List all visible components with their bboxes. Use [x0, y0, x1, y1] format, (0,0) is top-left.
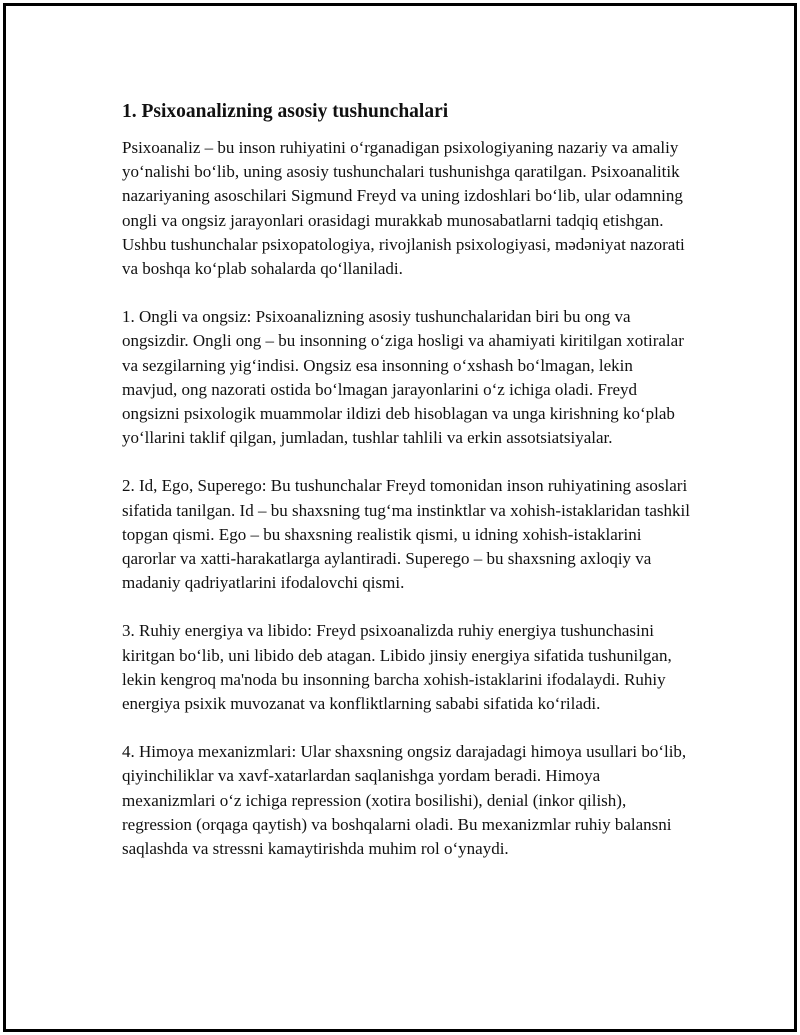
page-frame [3, 3, 797, 1032]
document-body [122, 98, 692, 885]
paragraph-conscious-unconscious: 1. Ongli va ongsiz: Psixoanalizning asosiy tushunchalaridan biri bu ong va ongsizdir. Ongli ong – bu insonning oʻziga hosligi va ahamiyati kiritilgan xotiralar va sezgilarning yigʻindisi. Ongsiz esa insonning oʻxshash boʻlmagan, lekin mavjud, ong nazorati ostida boʻlmagan jarayonlarini oʻz ichiga oladi. Freyd ongsizni psixologik muammolar ildizi deb hisoblagan va unga kirishning koʻplab yoʻllarini taklif qilgan, jumladan, tushlar tahlili va erkin assotsiatsiyalar. [122, 307, 684, 448]
paragraph-defense-mechanisms: 4. Himoya mexanizmlari: Ular shaxsning ongsiz darajadagi himoya usullari boʻlib, qiyinchiliklar va xavf-xatarlardan saqlanishga yordam beradi. Himoya mexanizmlari oʻz ichiga repression (xotira bosilishi), denial (inkor qilish), regression (orqaga qaytish) va boshqalarni oladi. Bu mexanizmlar ruhiy balansni saqlashda va stressni kamaytirishda muhim rol oʻynaydi. [122, 742, 687, 859]
document-title: 1. Psixoanalizning asosiy tushunchalari [122, 101, 449, 122]
intro-paragraph: Psixoanaliz – bu inson ruhiyatini oʻrganadigan psixologiyaning nazariy va amaliy yoʻnalishi boʻlib, uning asosiy tushunchalari tushunishga qaratilgan. Psixoanalitik nazariyaning asoschilari Sigmund Freyd va uning izdoshlari boʻlib, ular odamning ongli va ongsiz jarayonlari orasidagi murakkab munosabatlarni tadqiq etishgan. Ushbu tushunchalar psixopatologiya, rivojlanish psixologiyasi, mədəniyat nazorati va boshqa koʻplab sohalarda qoʻllaniladi. [122, 138, 685, 279]
paragraph-psychic-energy-libido: 3. Ruhiy energiya va libido: Freyd psixoanalizda ruhiy energiya tushunchasini kiritgan boʻlib, uni libido deb atagan. Libido jinsiy energiya sifatida tushunilgan, lekin kengroq ma'noda bu insonning barcha xohish-istaklarini ifodalaydi. Ruhiy energiya psixik muvozanat va konfliktlarning sababi sifatida koʻriladi. [122, 621, 672, 714]
paragraph-id-ego-superego: 2. Id, Ego, Superego: Bu tushunchalar Freyd tomonidan inson ruhiyatining asoslari sifatida tanilgan. Id – bu shaxsning tugʻma instinktlar va xohish-istaklaridan tashkil topgan qismi. Ego – bu shaxsning realistik qismi, u idning xohish-istaklarini qarorlar va xatti-harakatlarga aylantiradi. Superego – bu shaxsning axloqiy va madaniy qadriyatlarini ifodalovchi qismi. [122, 476, 690, 593]
